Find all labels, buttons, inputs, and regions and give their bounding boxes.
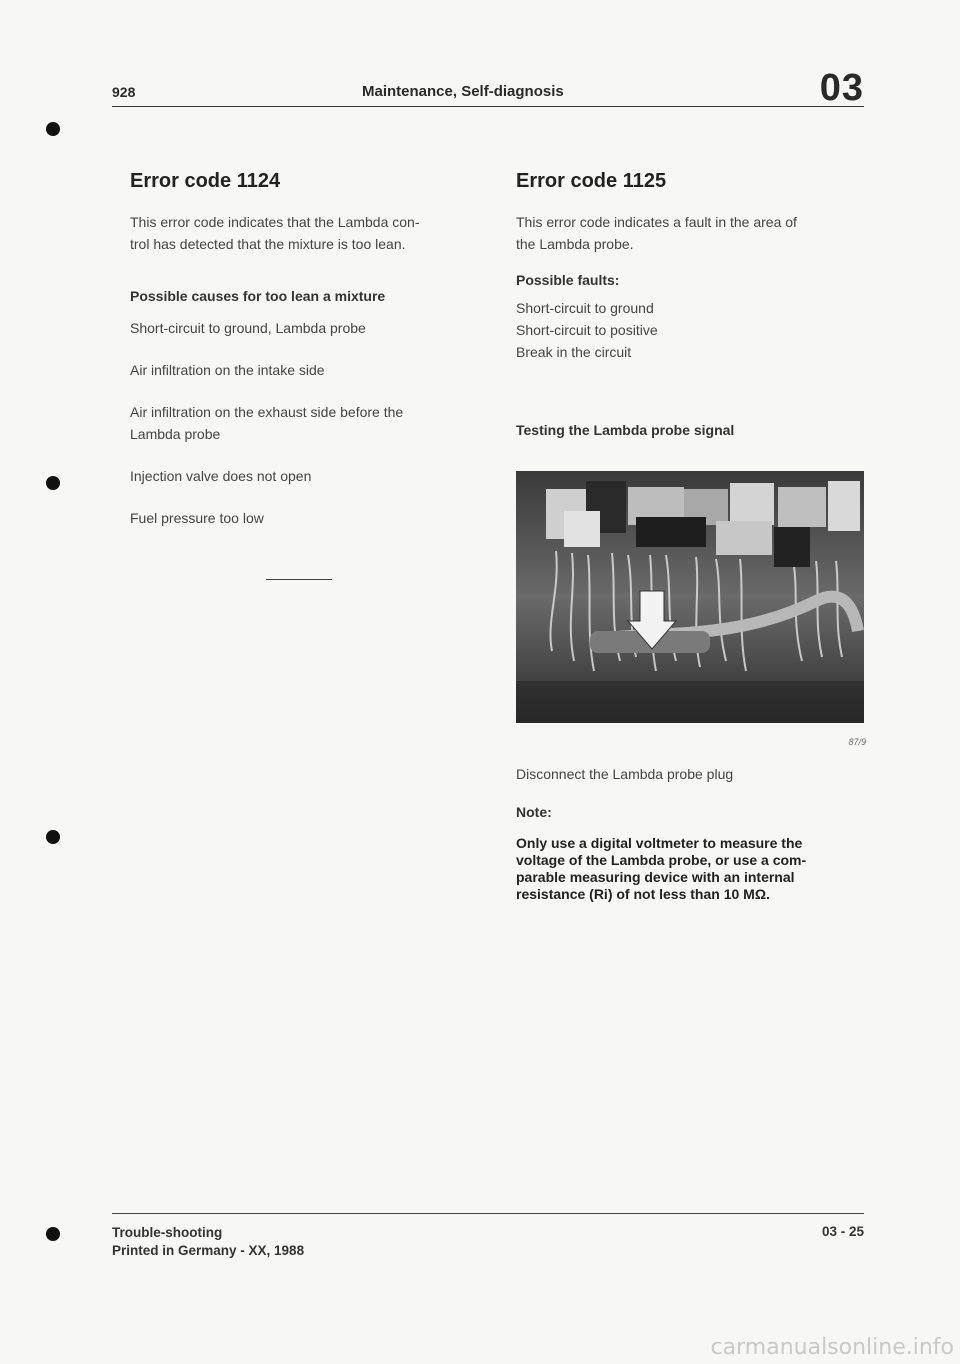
fault-item: Short-circuit to ground (516, 300, 654, 316)
error-code-1125-heading: Error code 1125 (516, 170, 667, 192)
punch-hole (46, 122, 60, 136)
cause-item: Air infiltration on the exhaust side before the (130, 404, 404, 420)
page-footer (112, 1213, 864, 1260)
header-title: Maintenance, Self-diagnosis (362, 83, 564, 100)
cause-item: Air infiltration on the intake side (130, 362, 325, 378)
note-text: resistance (Ri) of not less than 10 MΩ. (516, 886, 770, 902)
page-number: 03 - 25 (821, 1224, 864, 1239)
page-header (112, 67, 864, 109)
footer-printed: Printed in Germany - XX, 1988 (112, 1243, 305, 1258)
punch-hole (46, 1227, 60, 1241)
chapter-number: 03 (819, 67, 864, 109)
intro-line: This error code indicates that the Lambda con- (130, 214, 420, 230)
cause-item: Fuel pressure too low (130, 510, 264, 526)
left-column (130, 170, 490, 580)
punch-hole (46, 476, 60, 490)
intro-line: trol has detected that the mixture is too lean. (130, 236, 406, 252)
intro-line: the Lambda probe. (516, 236, 634, 252)
intro-line: This error code indicates a fault in the area of (516, 214, 797, 230)
figure-reference: 87/9 (848, 737, 866, 747)
section-end-rule (266, 579, 332, 580)
note-text: Only use a digital voltmeter to measure the (516, 835, 803, 851)
fault-item: Break in the circuit (516, 344, 632, 360)
note-heading: Note: (516, 804, 552, 820)
right-column (516, 170, 866, 903)
model-number: 928 (112, 84, 136, 100)
cause-item: Short-circuit to ground, Lambda probe (130, 320, 366, 336)
test-heading: Testing the Lambda probe signal (516, 422, 735, 438)
note-text: voltage of the Lambda probe, or use a com- (516, 852, 807, 868)
cause-item: Lambda probe (130, 426, 221, 442)
photo-caption: Disconnect the Lambda probe plug (516, 766, 734, 782)
lambda-probe-photo (516, 471, 864, 723)
error-code-1124-heading: Error code 1124 (130, 170, 281, 192)
faults-heading: Possible faults: (516, 272, 620, 288)
causes-heading: Possible causes for too lean a mixture (130, 288, 386, 304)
punch-hole (46, 830, 60, 844)
note-text: parable measuring device with an internal (516, 869, 795, 885)
footer-section: Trouble-shooting (112, 1225, 223, 1240)
watermark: carmanualsonline.info (710, 1335, 954, 1360)
cause-item: Injection valve does not open (130, 468, 312, 484)
fault-item: Short-circuit to positive (516, 322, 658, 338)
